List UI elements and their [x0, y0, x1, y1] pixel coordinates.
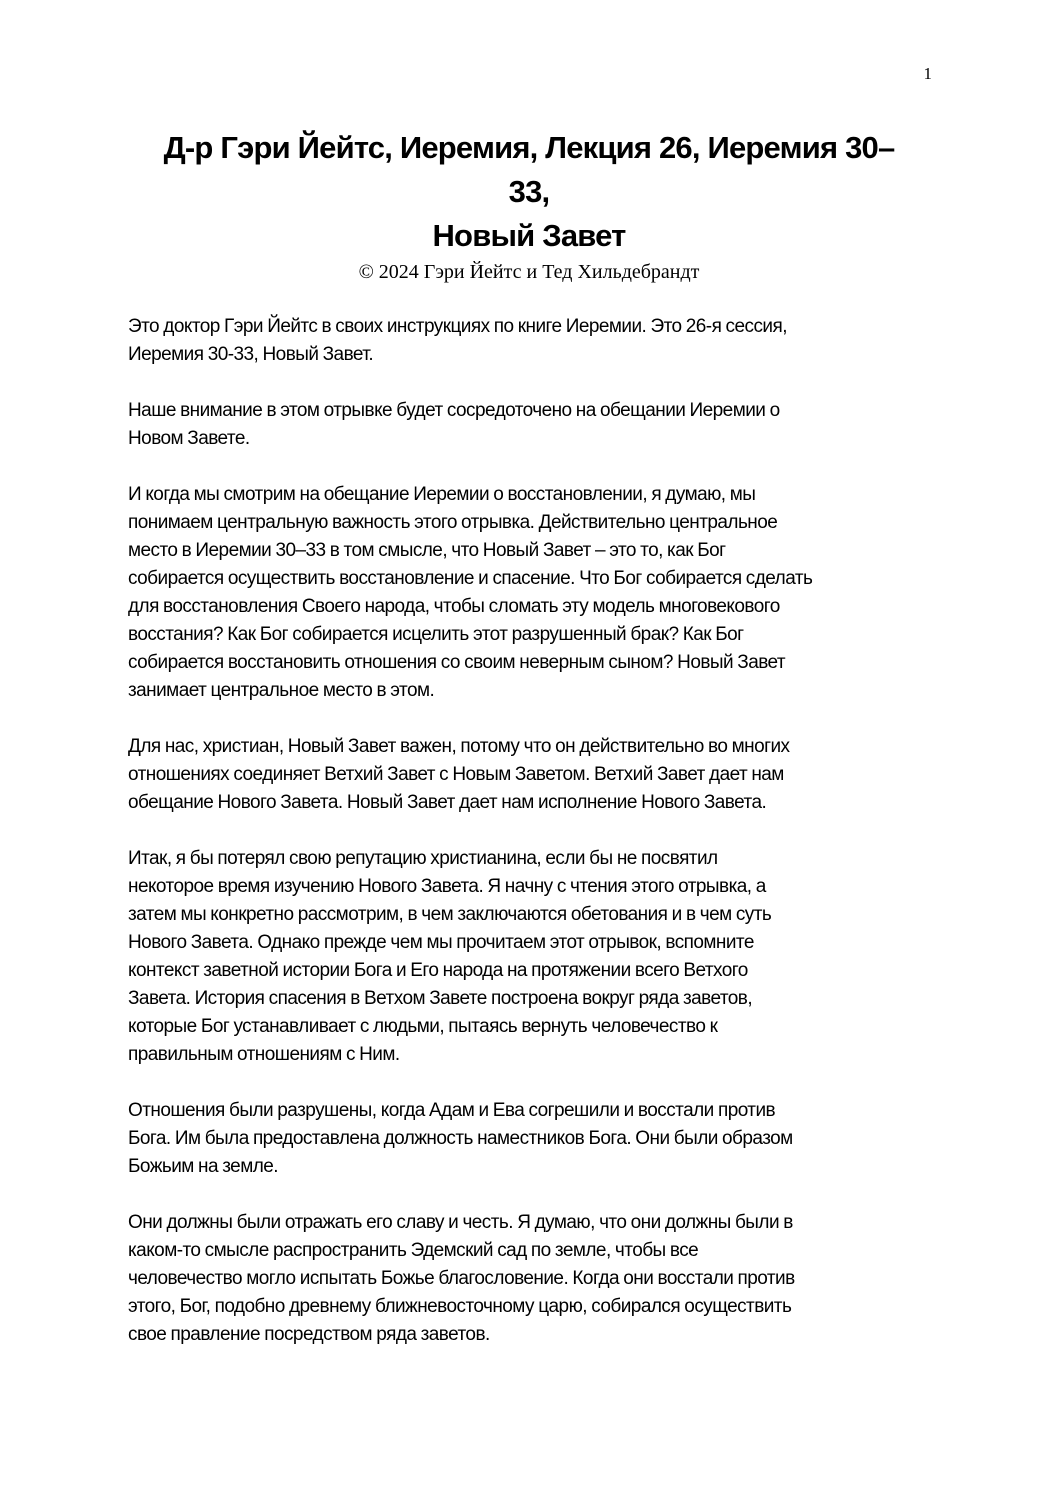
title-line: Новый Завет: [432, 218, 626, 253]
paragraph-line: контекст заветной истории Бога и Его народа на протяжении всего Ветхого: [128, 960, 748, 981]
paragraph-line: человечество могло испытать Божье благословение. Когда они восстали против: [128, 1268, 795, 1289]
document-title: [100, 126, 958, 258]
paragraph: [128, 1097, 948, 1181]
paragraph-line: занимает центральное место в этом.: [128, 680, 435, 701]
title-line: Д-р Гэри Йейтс, Иеремия, Лекция 26, Иеремия 30–: [163, 130, 895, 165]
paragraph-line: Бога. Им была предоставлена должность наместников Бога. Они были образом: [128, 1128, 793, 1149]
paragraph: [128, 733, 948, 817]
paragraph-line: этого, Бог, подобно древнему ближневосточному царю, собирался осуществить: [128, 1296, 792, 1317]
document-body: [128, 313, 948, 1377]
paragraph-line: некоторое время изучению Нового Завета. Я начну с чтения этого отрывка, а: [128, 876, 766, 897]
paragraph-line: обещание Нового Завета. Новый Завет дает нам исполнение Нового Завета.: [128, 792, 767, 813]
paragraph-line: Завета. История спасения в Ветхом Завете построена вокруг ряда заветов,: [128, 988, 753, 1009]
paragraph-line: восстания? Как Бог собирается исцелить этот разрушенный брак? Как Бог: [128, 624, 744, 645]
paragraph-line: И когда мы смотрим на обещание Иеремии о восстановлении, я думаю, мы: [128, 484, 756, 505]
paragraph: [128, 313, 948, 369]
title-line: 33,: [508, 174, 550, 209]
paragraph-line: для восстановления Своего народа, чтобы сломать эту модель многовекового: [128, 596, 780, 617]
paragraph-line: Божьим на земле.: [128, 1156, 278, 1177]
paragraph-line: Это доктор Гэри Йейтс в своих инструкциях по книге Иеремии. Это 26-я сессия,: [128, 316, 787, 337]
paragraph-line: место в Иеремии 30–33 в том смысле, что Новый Завет – это то, как Бог: [128, 540, 726, 561]
paragraph-line: понимаем центральную важность этого отрывка. Действительно центральное: [128, 512, 778, 533]
paragraph: [128, 1209, 948, 1349]
paragraph-line: правильным отношениям с Ним.: [128, 1044, 400, 1065]
paragraph-line: Отношения были разрушены, когда Адам и Ева согрешили и восстали против: [128, 1100, 776, 1121]
paragraph-line: Нового Завета. Однако прежде чем мы прочитаем этот отрывок, вспомните: [128, 932, 754, 953]
paragraph-line: которые Бог устанавливает с людьми, пытаясь вернуть человечество к: [128, 1016, 718, 1037]
paragraph: [128, 845, 948, 1069]
paragraph-line: Иеремия 30-33, Новый Завет.: [128, 344, 374, 365]
paragraph: [128, 397, 948, 453]
paragraph-line: Они должны были отражать его славу и честь. Я думаю, что они должны были в: [128, 1212, 793, 1233]
copyright-notice: © 2024 Гэри Йейтс и Тед Хильдебрандт: [358, 261, 700, 283]
paragraph-line: собирается осуществить восстановление и спасение. Что Бог собирается сделать: [128, 568, 813, 589]
paragraph: [128, 481, 948, 705]
paragraph-line: каком-то смысле распространить Эдемский сад по земле, чтобы все: [128, 1240, 699, 1261]
paragraph-line: затем мы конкретно рассмотрим, в чем заключаются обетования и в чем суть: [128, 904, 772, 925]
paragraph-line: Для нас, христиан, Новый Завет важен, потому что он действительно во многих: [128, 736, 790, 757]
paragraph-line: свое правление посредством ряда заветов.: [128, 1324, 490, 1345]
paragraph-line: собирается восстановить отношения со своим неверным сыном? Новый Завет: [128, 652, 786, 673]
paragraph-line: отношениях соединяет Ветхий Завет с Новым Заветом. Ветхий Завет дает нам: [128, 764, 784, 785]
paragraph-line: Итак, я бы потерял свою репутацию христианина, если бы не посвятил: [128, 848, 718, 869]
page-number: 1: [923, 64, 932, 83]
paragraph-line: Новом Завете.: [128, 428, 250, 449]
paragraph-line: Наше внимание в этом отрывке будет сосредоточено на обещании Иеремии о: [128, 400, 780, 421]
